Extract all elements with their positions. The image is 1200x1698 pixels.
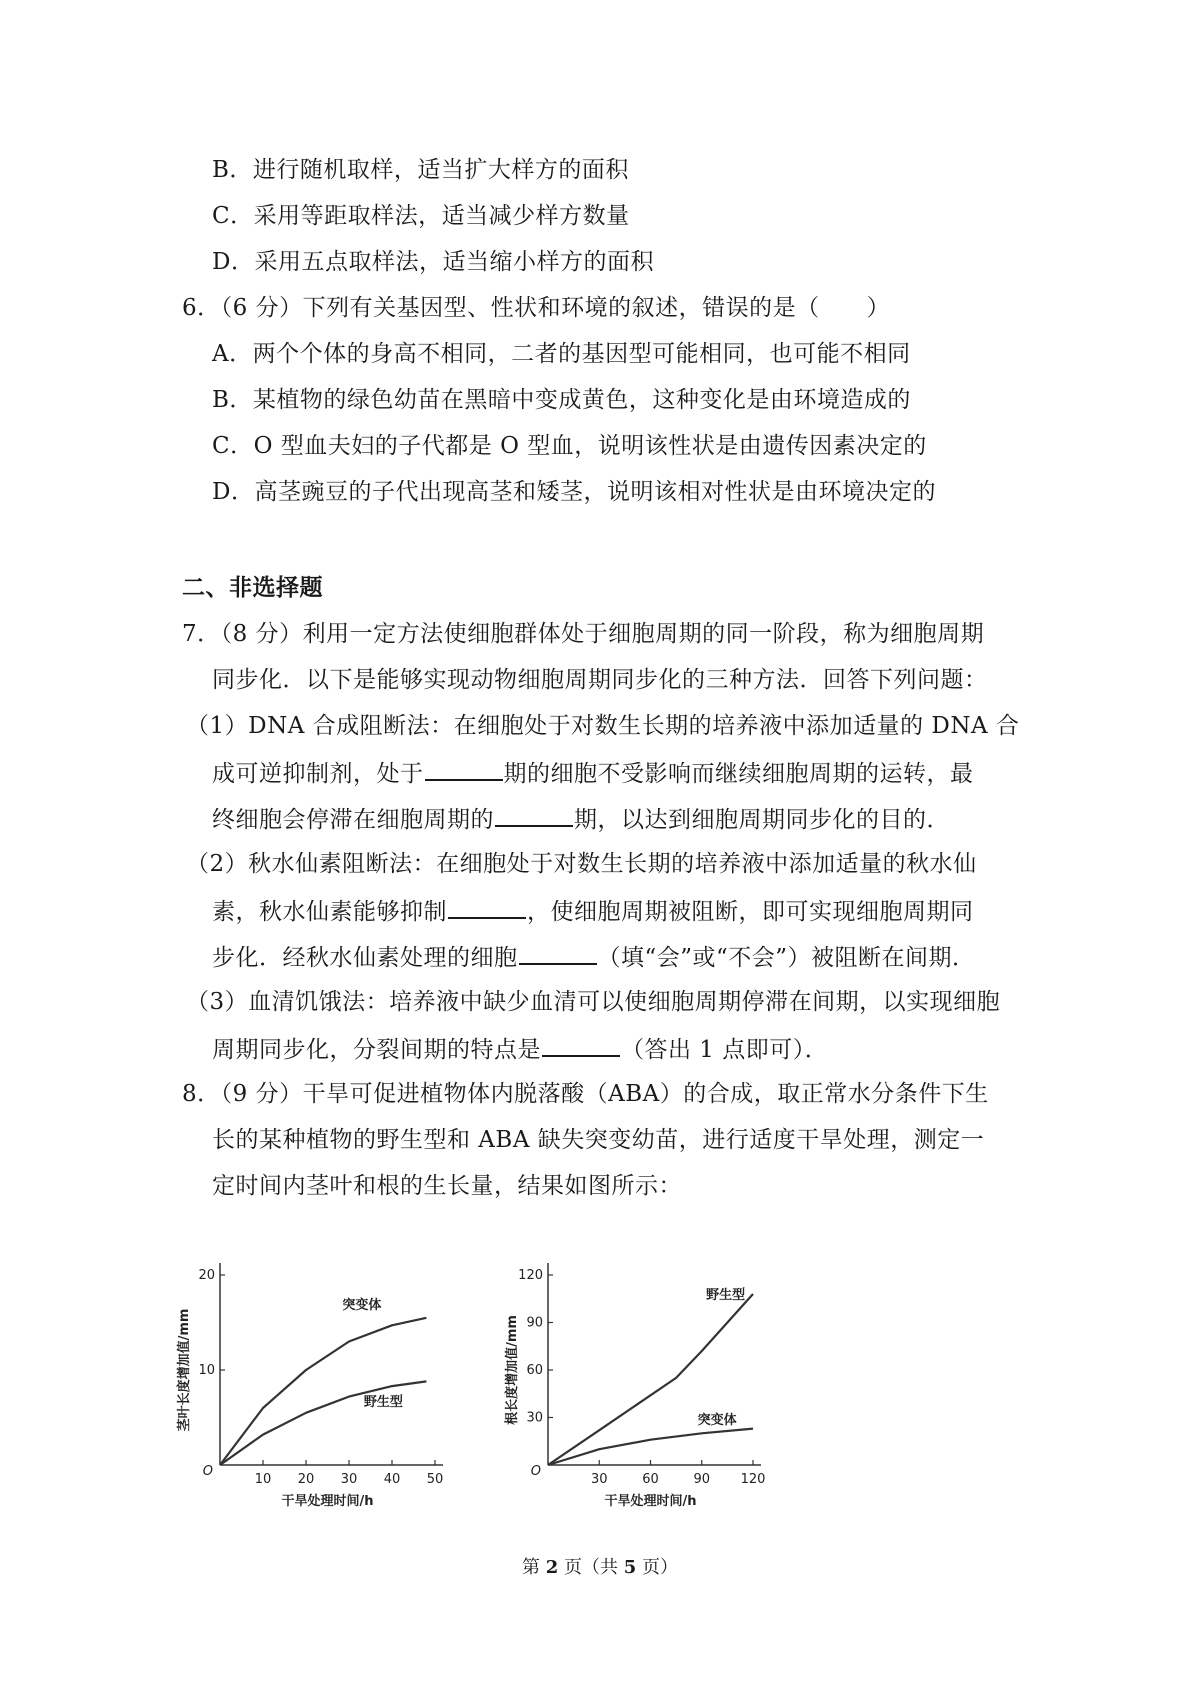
section-title: 二、非选择题	[182, 574, 323, 601]
answer-blank[interactable]	[448, 895, 526, 919]
q5-option-d: D．采用五点取样法，适当缩小样方的面积	[212, 249, 654, 275]
x-tick-label: 30	[590, 1472, 608, 1487]
q7-stem-line1: 7．（8 分）利用一定方法使细胞群体处于细胞周期的同一阶段，称为细胞周期	[182, 621, 985, 647]
x-axis-label: 干旱处理时间/h	[604, 1494, 697, 1509]
y-tick-label: 90	[526, 1315, 543, 1331]
y-tick-label: 20	[198, 1268, 215, 1283]
x-tick-label: 50	[426, 1472, 444, 1487]
q7-part1-line1: （1）DNA 合成阻断法：在细胞处于对数生长期的培养液中添加适量的 DNA 合	[186, 713, 1020, 739]
x-tick-label: 60	[642, 1472, 659, 1487]
answer-blank[interactable]	[425, 757, 503, 781]
x-tick-label: 10	[254, 1472, 272, 1487]
x-tick-label: 120	[740, 1472, 766, 1487]
series-label: 野生型	[363, 1395, 403, 1411]
x-tick-label: 20	[297, 1472, 315, 1487]
q7-part2-line1: （2）秋水仙素阻断法：在细胞处于对数生长期的培养液中添加适量的秋水仙	[186, 851, 977, 877]
q5-option-c: C．采用等距取样法，适当减少样方数量	[212, 203, 630, 229]
origin-label: O	[202, 1464, 213, 1479]
x-axis-label: 干旱处理时间/h	[281, 1494, 374, 1509]
origin-label: O	[530, 1464, 541, 1479]
q7-part1-line2: 成可逆抑制剂，处于 期的细胞不受影响而继续细胞周期的运转，最	[212, 757, 974, 789]
answer-blank[interactable]	[519, 941, 597, 965]
q8-line2: 长的某种植物的野生型和 ABA 缺失突变幼苗，进行适度干旱处理，测定一	[212, 1127, 985, 1153]
q6-stem: 6．（6 分）下列有关基因型、性状和环境的叙述，错误的是（ ）	[182, 295, 891, 321]
q6-option-c: C．O 型血夫妇的子代都是 O 型血，说明该性状是由遗传因素决定的	[212, 433, 927, 459]
x-tick-label: 40	[383, 1472, 401, 1487]
q7-stem-line2: 同步化．以下是能够实现动物细胞周期同步化的三种方法．回答下列问题：	[212, 667, 988, 693]
q6-option-b: B．某植物的绿色幼苗在黑暗中变成黄色，这种变化是由环境造成的	[212, 387, 911, 413]
q7-part2-line2: 素，秋水仙素能够抑制 ，使细胞周期被阻断，即可实现细胞周期同	[212, 895, 974, 927]
y-axis-label: 根长度增加值/mm	[505, 1315, 520, 1425]
series-label: 突变体	[697, 1412, 737, 1428]
y-tick-label: 10	[198, 1363, 215, 1378]
q7-part3-line1: （3）血清饥饿法：培养液中缺少血清可以使细胞周期停滞在间期，以实现细胞	[186, 989, 1001, 1015]
stem-leaf-growth-chart	[170, 1240, 470, 1520]
y-axis-label: 茎叶长度增加值/mm	[177, 1308, 192, 1432]
y-tick-label: 120	[518, 1268, 543, 1283]
q7-part3-line2: 周期同步化，分裂间期的特点是 （答出 1 点即可）．	[212, 1033, 828, 1065]
q5-option-b: B．进行随机取样，适当扩大样方的面积	[212, 157, 629, 183]
q7-part1-line3: 终细胞会停滞在细胞周期的 期，以达到细胞周期同步化的目的．	[212, 803, 950, 835]
series-label: 野生型	[706, 1287, 746, 1303]
y-tick-label: 30	[526, 1410, 543, 1426]
q6-option-a: A．两个个体的身高不相同，二者的基因型可能相同，也可能不相同	[212, 341, 911, 367]
answer-blank[interactable]	[495, 803, 573, 827]
q7-part2-line3: 步化．经秋水仙素处理的细胞 （填“会”或“不会”）被阻断在间期．	[212, 941, 976, 973]
x-tick-label: 30	[340, 1472, 358, 1487]
root-growth-chart	[490, 1240, 790, 1520]
series-line	[548, 1429, 753, 1465]
q6-option-d: D．高茎豌豆的子代出现高茎和矮茎，说明该相对性状是由环境决定的	[212, 479, 936, 505]
y-tick-label: 60	[526, 1363, 543, 1378]
series-label: 突变体	[342, 1298, 382, 1314]
q8-line3: 定时间内茎叶和根的生长量，结果如图所示：	[212, 1173, 682, 1199]
answer-blank[interactable]	[542, 1033, 620, 1057]
page-footer: 第 2 页（共 5 页）	[522, 1557, 678, 1578]
q8-line1: 8．（9 分）干旱可促进植物体内脱落酸（ABA）的合成，取正常水分条件下生	[182, 1081, 989, 1107]
x-tick-label: 90	[693, 1472, 711, 1487]
